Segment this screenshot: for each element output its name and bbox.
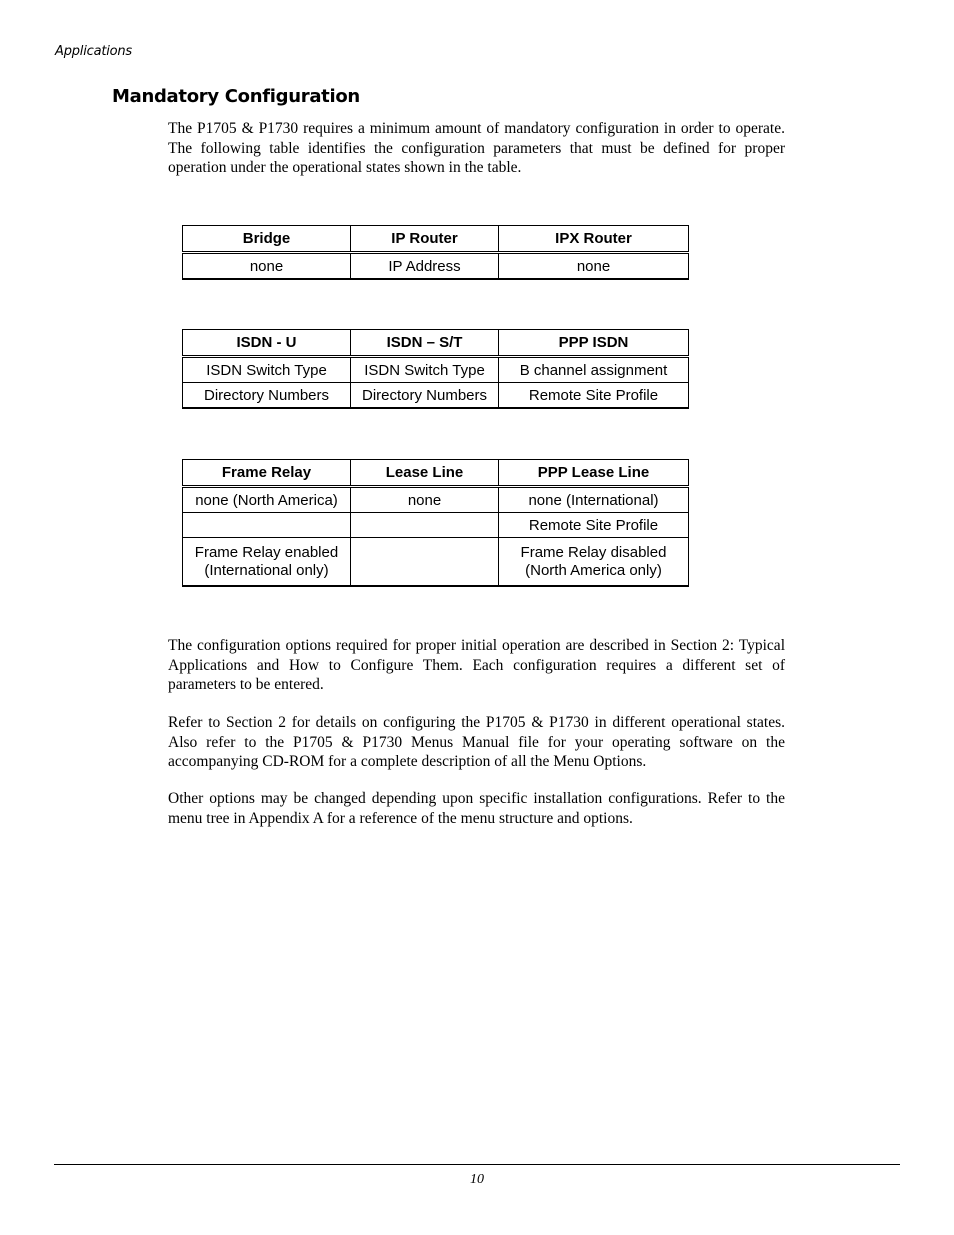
table-cell [183, 513, 351, 538]
table-header-row [183, 460, 689, 487]
column-header: ISDN – S/T [351, 330, 499, 357]
config-table-isdn [182, 329, 689, 409]
config-table-frame-relay [182, 459, 689, 587]
table-cell [351, 538, 499, 587]
body-paragraph: The configuration options required for proper initial operation are described in Section 2: Typical Applications and How to Configure Them. Each configuration requires a different set of parameters to be entered. [168, 637, 785, 693]
table-cell: ISDN Switch Type [183, 357, 351, 383]
table-cell: B channel assignment [499, 357, 689, 383]
table-cell [351, 513, 499, 538]
table-cell: none [183, 253, 351, 280]
table-header-row [183, 226, 689, 253]
page-number: 10 [470, 1172, 484, 1187]
table-cell: none (North America) [183, 487, 351, 513]
table-cell: Frame Relay disabled (North America only) [499, 538, 689, 587]
footer-divider [54, 1164, 900, 1165]
table-cell: none [499, 253, 689, 280]
column-header: Frame Relay [183, 460, 351, 487]
column-header: ISDN - U [183, 330, 351, 357]
section-title: Mandatory Configuration [112, 86, 360, 107]
table-row [183, 538, 689, 587]
table-row [183, 487, 689, 513]
intro-paragraph: The P1705 & P1730 requires a minimum amount of mandatory configuration in order to operate. The following table identifies the configuration parameters that must be defined for proper operation under the operational states shown in the table. [168, 120, 785, 176]
table-cell: none (International) [499, 487, 689, 513]
body-paragraph: Refer to Section 2 for details on configuring the P1705 & P1730 in different operational states. Also refer to the P1705 & P1730 Menus Manual file for your operating software on the accompanying CD-ROM for a complete description of all the Menu Options. [168, 714, 785, 770]
table-cell: Directory Numbers [351, 383, 499, 409]
table-cell: Remote Site Profile [499, 513, 689, 538]
table-cell: Directory Numbers [183, 383, 351, 409]
column-header: PPP Lease Line [499, 460, 689, 487]
table-cell: IP Address [351, 253, 499, 280]
column-header: IPX Router [499, 226, 689, 253]
table-cell: none [351, 487, 499, 513]
table-cell: Frame Relay enabled (International only) [183, 538, 351, 587]
config-table-bridge-router [182, 225, 689, 280]
table-cell: Remote Site Profile [499, 383, 689, 409]
table-row [183, 253, 689, 280]
column-header: Bridge [183, 226, 351, 253]
column-header: IP Router [351, 226, 499, 253]
running-header: Applications [55, 44, 133, 59]
table-cell: ISDN Switch Type [351, 357, 499, 383]
table-row [183, 357, 689, 383]
body-paragraph: Other options may be changed depending upon specific installation configurations. Refer to the menu tree in Appendix A for a reference of the menu structure and options. [168, 790, 785, 827]
table-row [183, 383, 689, 409]
column-header: PPP ISDN [499, 330, 689, 357]
column-header: Lease Line [351, 460, 499, 487]
table-header-row [183, 330, 689, 357]
table-row [183, 513, 689, 538]
